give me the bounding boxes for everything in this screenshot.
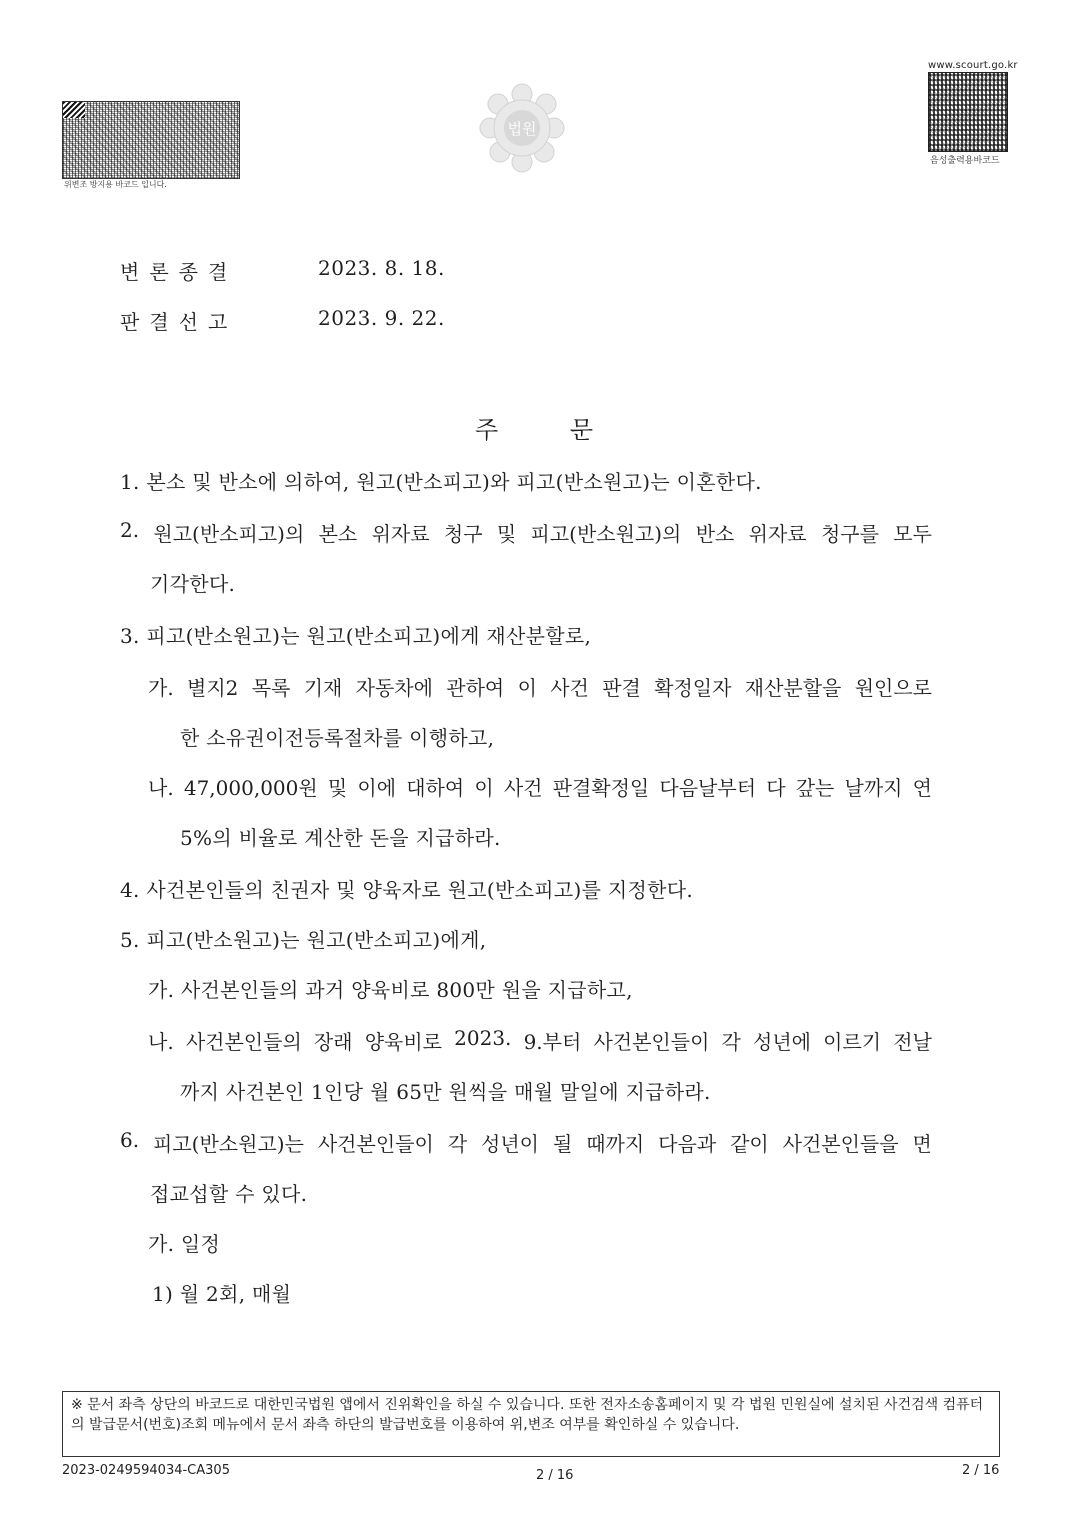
word: 반소 (695, 522, 735, 546)
word: 같이 (730, 1132, 769, 1156)
word: 청구 (443, 522, 483, 546)
word: 판결확정일 (552, 776, 650, 800)
word: 목록 (251, 676, 291, 700)
word: 장래 (313, 1030, 353, 1054)
verdict-label: 판결선고 (120, 310, 238, 334)
word: 가. (148, 676, 174, 700)
word: 자동차에 (355, 676, 433, 700)
word: 별지2 (187, 676, 239, 700)
item-2-line-1 (120, 518, 932, 547)
item-6-line-2: 접교섭할 수 있다. (150, 1182, 308, 1206)
word: 이르기 (823, 1030, 882, 1054)
closing-label: 변론종결 (120, 260, 238, 284)
word: 위자료 (371, 522, 430, 546)
word: 나. (148, 776, 174, 800)
word: 전날 (893, 1030, 932, 1054)
word: 각 (447, 1132, 468, 1156)
word: 이에 (357, 776, 397, 800)
item-4: 4. 사건본인들의 친권자 및 양육자로 원고(반소피고)를 지정한다. (120, 878, 693, 902)
word: 면 (912, 1132, 932, 1156)
word: 될 (552, 1132, 573, 1156)
word: 사건본인들이 (317, 1132, 434, 1156)
word: 2. (120, 518, 140, 542)
word: 피고(반소원고)의 (530, 522, 682, 546)
word: 2023. (454, 1026, 512, 1050)
word: 위자료 (748, 522, 807, 546)
item-6a: 가. 일정 (148, 1232, 221, 1256)
word: 판결 (602, 676, 641, 700)
anti-forgery-barcode (62, 101, 240, 179)
page-number-center: 2 / 16 (536, 1468, 574, 1483)
word: 대하여 (406, 776, 465, 800)
court-seal-icon (474, 78, 570, 174)
item-6-line-1 (120, 1128, 932, 1157)
word: 본소 (318, 522, 358, 546)
word: 기재 (303, 676, 343, 700)
qr-caption: 음성출력용바코드 (930, 156, 1000, 166)
word: 재산분할을 (744, 676, 842, 700)
item-3: 3. 피고(반소원고)는 원고(반소피고)에게 재산분할로, (120, 624, 592, 648)
word: 모두 (893, 522, 932, 546)
word: 각 (721, 1030, 741, 1054)
word: 원고(반소피고)의 (153, 522, 305, 546)
barcode-caption: 위변조 방지용 바코드 입니다. (64, 180, 167, 189)
item-3b-line-2: 5%의 비율로 계산한 돈을 지급하라. (180, 826, 501, 850)
item-5: 5. 피고(반소원고)는 원고(반소피고)에게, (120, 928, 487, 952)
item-3a-line-1 (148, 672, 932, 701)
word: 9.부터 (523, 1030, 582, 1054)
page-number-right: 2 / 16 (962, 1463, 1000, 1478)
word: 청구를 (820, 522, 879, 546)
word: 이 (517, 676, 537, 700)
verification-notice: ※ 문서 좌측 상단의 바코드로 대한민국법원 앱에서 진위확인을 하실 수 있습니다. 또한 전자소송홈페이지 및 각 법원 민원실에 설치된 사건검색 컴퓨터의 발급문서(번호)조회 메뉴에서 문서 좌측 하단의 발급번호를 이용하여 위,변조 여부를 확인하실 수 있습니다. (62, 1391, 1000, 1457)
word: 다음날부터 (659, 776, 757, 800)
voice-output-qr-code (928, 72, 1008, 152)
word: 나. (148, 1030, 174, 1054)
word: 사건본인들을 (782, 1132, 899, 1156)
word: 연 (912, 776, 932, 800)
word: 관하여 (446, 676, 505, 700)
word: 성년이 (481, 1132, 539, 1156)
word: 갚는 (795, 776, 835, 800)
order-title: 주 문 (475, 416, 595, 444)
item-5b-line-2: 까지 사건본인 1인당 월 65만 원씩을 매월 말일에 지급하라. (180, 1080, 711, 1104)
word: 이 (474, 776, 494, 800)
word: 확정일자 (654, 676, 732, 700)
item-1: 1. 본소 및 반소에 의하여, 원고(반소피고)와 피고(반소원고)는 이혼한다. (120, 470, 762, 494)
word: 다음과 (658, 1132, 717, 1156)
svg-text:법원: 법원 (507, 120, 537, 138)
word: 원인으로 (854, 676, 932, 700)
word: 6. (120, 1128, 140, 1152)
verdict-date: 2023. 9. 22. (318, 306, 445, 330)
word: 사건본인들이 (593, 1030, 710, 1054)
word: 때까지 (586, 1132, 645, 1156)
word: 양육비로 (364, 1030, 442, 1054)
word: 사건 (503, 776, 543, 800)
word: 날까지 (844, 776, 903, 800)
item-3a-line-2: 한 소유권이전등록절차를 이행하고, (180, 726, 495, 750)
word: 사건본인들의 (185, 1030, 302, 1054)
word: 및 (327, 776, 348, 800)
word: 다 (766, 776, 786, 800)
word: 및 (496, 522, 517, 546)
item-5a: 가. 사건본인들의 과거 양육비로 800만 원을 지급하고, (148, 978, 633, 1002)
item-5b-line-1 (148, 1026, 932, 1055)
word: 47,000,000원 (183, 776, 318, 800)
document-number: 2023-0249594034-CA305 (62, 1463, 230, 1478)
word: 성년에 (753, 1030, 811, 1054)
word: 사건 (550, 676, 589, 700)
word: 피고(반소원고)는 (153, 1132, 304, 1156)
site-url: www.scourt.go.kr (928, 60, 1018, 71)
item-2-line-2: 기각한다. (150, 572, 236, 596)
item-6a-1: 1) 월 2회, 매월 (152, 1282, 292, 1306)
closing-date: 2023. 8. 18. (318, 256, 445, 280)
item-3b-line-1 (148, 772, 932, 801)
